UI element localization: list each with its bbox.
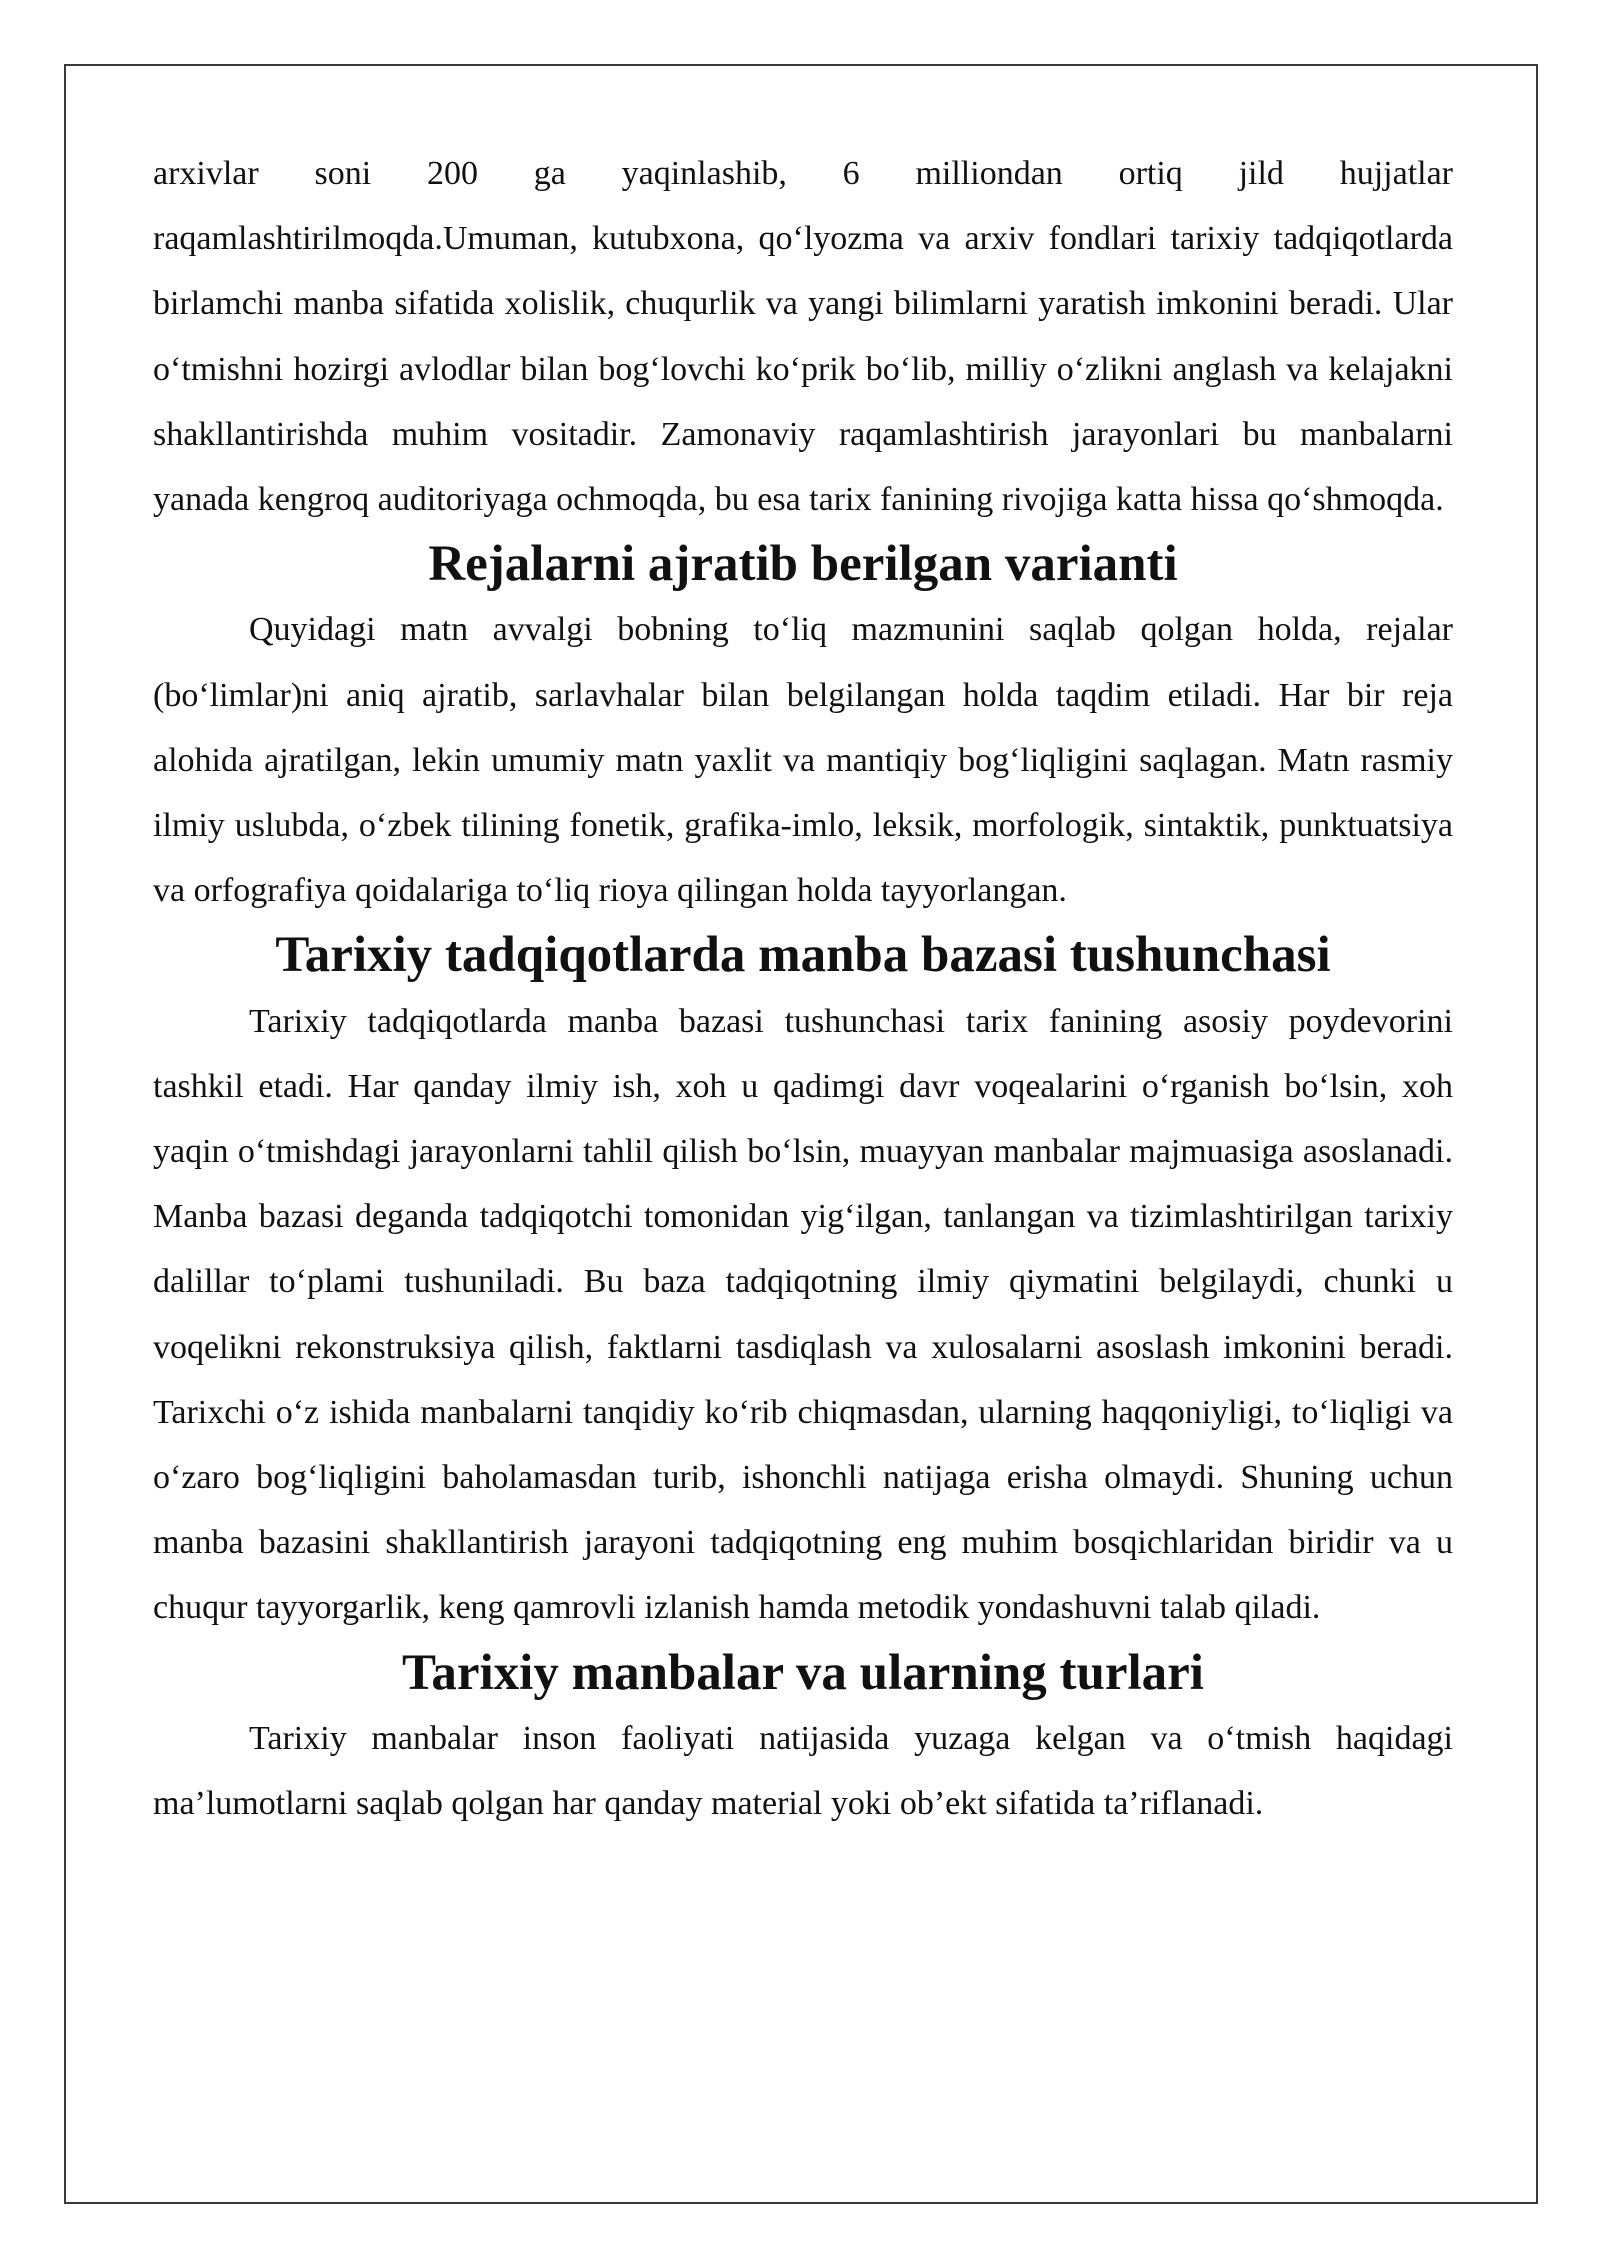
heading-source-base-concept: Tarixiy tadqiqotlarda manba bazasi tushunchasi: [275, 927, 1331, 984]
paragraph-archives-digitization: arxivlar soni 200 ga yaqinlashib, 6 milliondan ortiq jild hujjatlar raqamlashtirilmoqda.Umuman, kutubxona, qo‘lyozma va arxiv fondlari tarixiy tadqiqotlarda birlamchi manba sifatida xolislik, chuqurlik va yangi bilimlarni yaratish imkonini beradi. Ular o‘tmishni hozirgi avlodlar bilan bog‘lovchi ko‘prik bo‘lib, milliy o‘zlikni anglash va kelajakni shakllantirishda muhim vositadir. Zamonaviy raqamlashtirish jarayonlari bu manbalarni yanada kengroq auditoriyaga ochmoqda, bu esa tarix fanining rivojiga katta hissa qo‘shmoqda.: [153, 155, 1453, 519]
heading-historical-sources-types: Tarixiy manbalar va ularning turlari: [402, 1644, 1204, 1701]
heading-plan-variant: Rejalarni ajratib berilgan varianti: [428, 536, 1178, 593]
document-body: [153, 141, 1453, 1836]
paragraph-source-base-concept: Tarixiy tadqiqotlarda manba bazasi tushunchasi tarix fanining asosiy poydevorini tashkil etadi. Har qanday ilmiy ish, xoh u qadimgi davr voqealarini o‘rganish bo‘lsin, xoh yaqin o‘tmishdagi jarayonlarni tahlil qilish bo‘lsin, muayyan manbalar majmuasiga asoslanadi. Manba bazasi deganda tadqiqotchi tomonidan yig‘ilgan, tanlangan va tizimlashtirilgan tarixiy dalillar to‘plami tushuniladi. Bu baza tadqiqotning ilmiy qiymatini belgilaydi, chunki u voqelikni rekonstruksiya qilish, faktlarni tasdiqlash va xulosalarni asoslash imkonini beradi. Tarixchi o‘z ishida manbalarni tanqidiy ko‘rib chiqmasdan, ularning haqqoniyligi, to‘liqligi va o‘zaro bog‘liqligini baholamasdan turib, ishonchli natijaga erisha olmaydi. Shuning uchun manba bazasini shakllantirish jarayoni tadqiqotning eng muhim bosqichlaridan biridir va u chuqur tayyorgarlik, keng qamrovli izlanish hamda metodik yondashuvni talab qiladi.: [153, 1002, 1453, 1627]
paragraph-historical-sources-definition: Tarixiy manbalar inson faoliyati natijasida yuzaga kelgan va o‘tmish haqidagi ma’lumotlarni saqlab qolgan har qanday material yoki ob’ekt sifatida ta’riflanadi.: [153, 1719, 1453, 1823]
paragraph-plan-description: Quyidagi matn avvalgi bobning to‘liq mazmunini saqlab qolgan holda, rejalar (bo‘limlar)ni aniq ajratib, sarlavhalar bilan belgilangan holda taqdim etiladi. Har bir reja alohida ajratilgan, lekin umumiy matn yaxlit va mantiqiy bog‘liqligini saqlagan. Matn rasmiy ilmiy uslubda, o‘zbek tilining fonetik, grafika-imlo, leksik, morfologik, sintaktik, punktuatsiya va orfografiya qoidalariga to‘liq rioya qilingan holda tayyorlangan.: [153, 611, 1453, 910]
